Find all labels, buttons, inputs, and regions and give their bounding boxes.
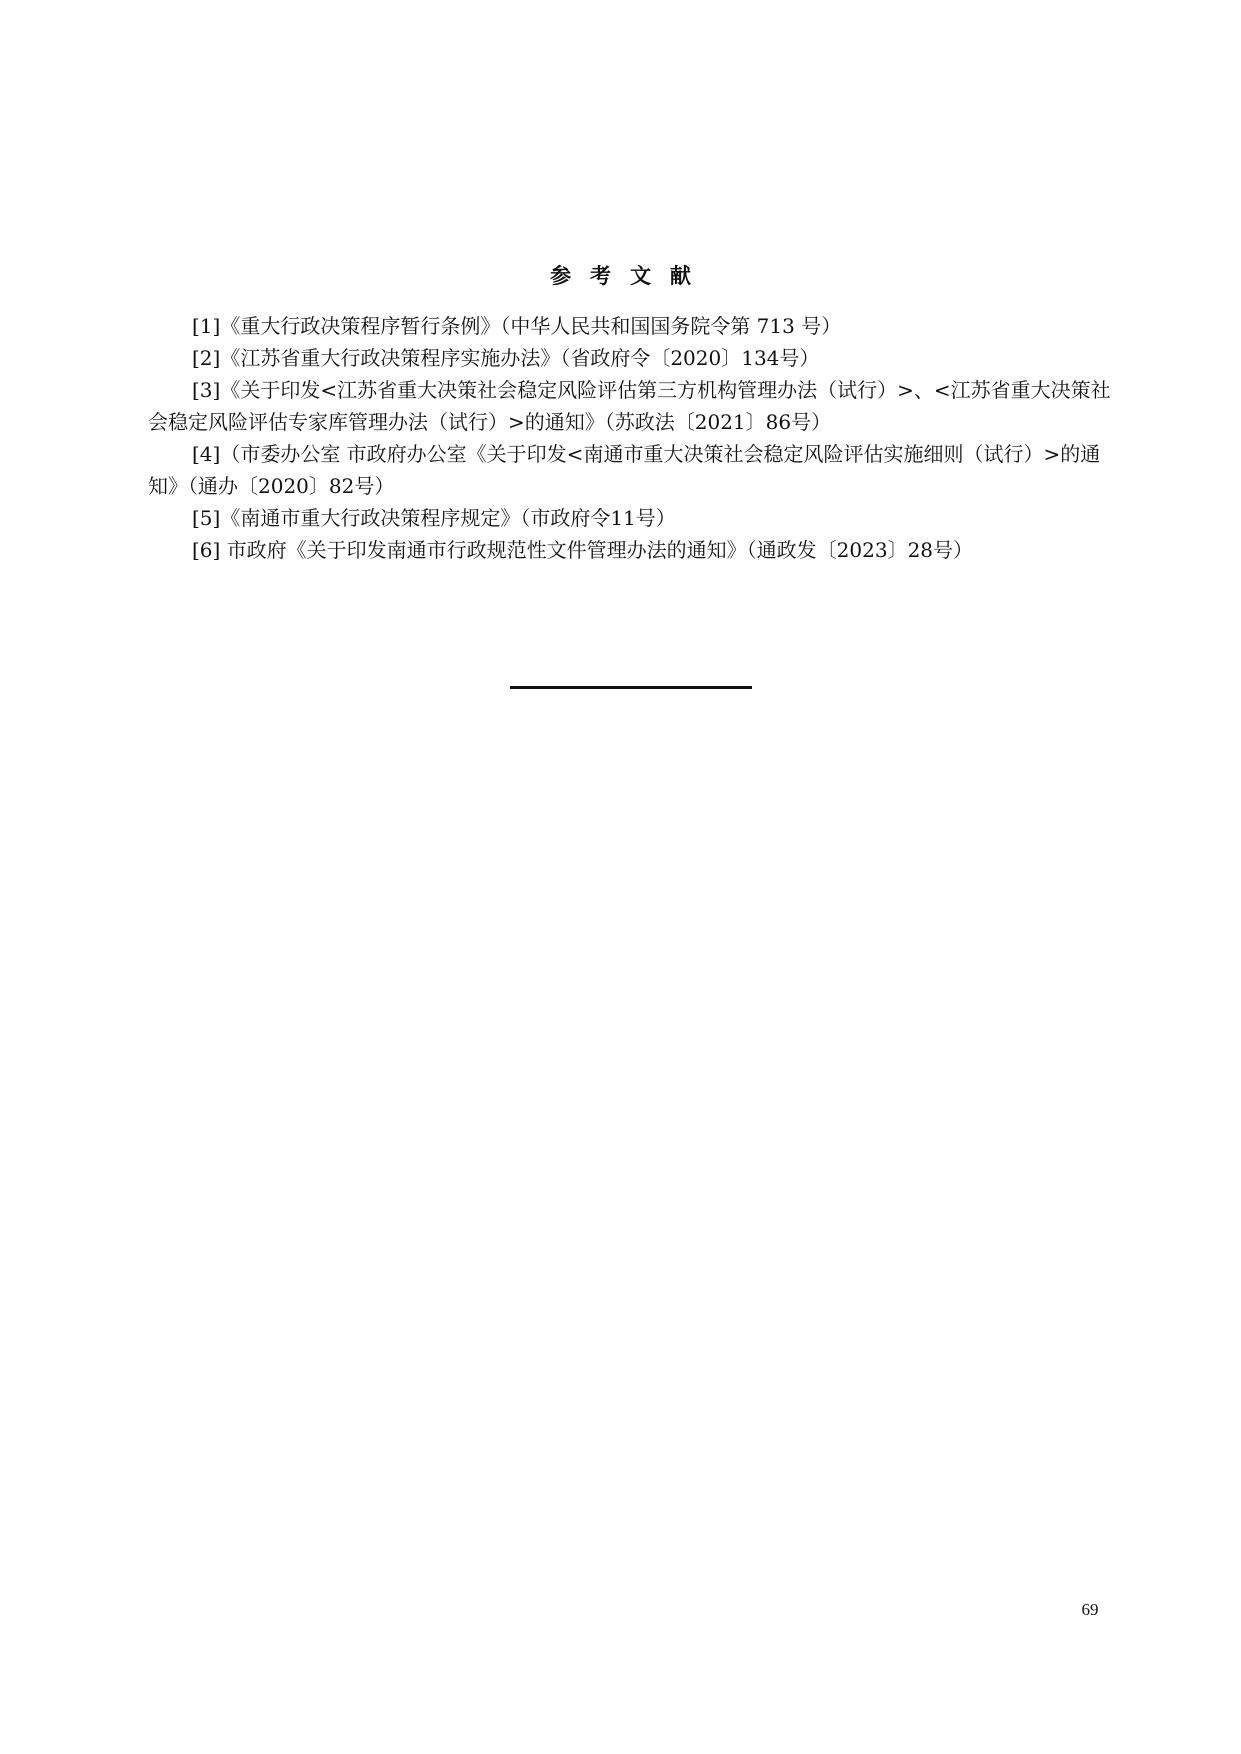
- references-heading: 参考文献: [550, 264, 710, 288]
- reference-item-4: [4]（市委办公室 市政府办公室《关于印发<南通市重大决策社会稳定风险评估实施细则（试行）>的通知》（通办〔2020〕82号）: [148, 442, 1101, 498]
- reference-item-1: [1]《重大行政决策程序暂行条例》（中华人民共和国国务院令第 713 号）: [192, 314, 842, 338]
- reference-item-3: [3]《关于印发<江苏省重大决策社会稳定风险评估第三方机构管理办法（试行）>、<江苏省重大决策社会稳定风险评估专家库管理办法（试行）>的通知》（苏政法〔2021〕86号）: [148, 378, 1111, 434]
- reference-item-2: [2]《江苏省重大行政决策程序实施办法》（省政府令〔2020〕134号）: [192, 346, 820, 370]
- page-number: 69: [1081, 1600, 1099, 1619]
- reference-list: [148, 310, 1114, 566]
- reference-item-6: [6] 市政府《关于印发南通市行政规范性文件管理办法的通知》（通政发〔2023〕28号）: [192, 538, 974, 562]
- end-divider: [510, 686, 752, 689]
- reference-item-5: [5]《南通市重大行政决策程序规定》（市政府令11号）: [192, 506, 676, 530]
